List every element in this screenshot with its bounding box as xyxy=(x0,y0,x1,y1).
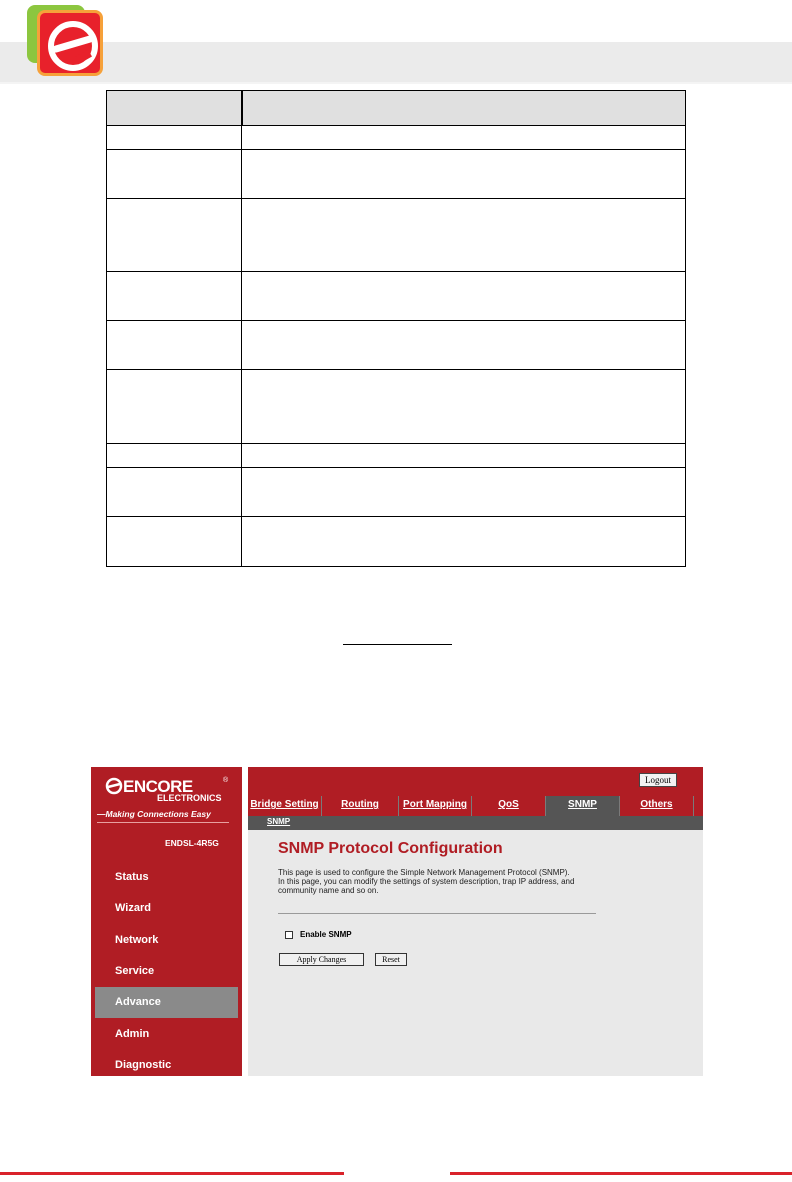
model-name: ENDSL-4R5G xyxy=(165,838,219,848)
description-line: This page is used to configure the Simple Network Management Protocol (SNMP). xyxy=(278,868,570,877)
section-divider xyxy=(278,913,596,914)
top-bar xyxy=(248,767,703,796)
encore-e-icon xyxy=(105,777,123,795)
sidebar-item-service[interactable]: Service xyxy=(115,965,155,977)
table-row xyxy=(107,126,686,150)
enable-snmp-label: Enable SNMP xyxy=(300,930,352,939)
table-cell xyxy=(242,126,686,150)
table-header-cell xyxy=(242,91,686,126)
table-cell xyxy=(242,444,686,468)
table-row xyxy=(107,321,686,370)
footer-rule-left xyxy=(0,1172,344,1175)
table-cell xyxy=(242,150,686,199)
subtab-snmp[interactable]: SNMP xyxy=(267,817,291,826)
table-cell xyxy=(107,126,242,150)
apply-changes-button[interactable]: Apply Changes xyxy=(279,953,364,966)
tab-bar xyxy=(248,796,703,816)
page-title: SNMP Protocol Configuration xyxy=(278,840,503,857)
table-cell xyxy=(107,517,242,567)
sidebar-item-advance[interactable]: Advance xyxy=(95,987,238,1018)
footer-rule-right xyxy=(450,1172,792,1175)
brand-subtitle: ELECTRONICS xyxy=(157,793,222,803)
table-cell xyxy=(107,444,242,468)
table-header-row xyxy=(107,91,686,126)
tab-bridge-setting[interactable]: Bridge Setting xyxy=(248,796,322,816)
encore-e-logo-icon xyxy=(37,10,103,76)
sidebar xyxy=(91,767,242,1076)
reset-button[interactable]: Reset xyxy=(375,953,407,966)
brand-name: ENCORE xyxy=(123,777,193,796)
table-cell xyxy=(242,468,686,517)
tagline-text: Making Connections Easy xyxy=(105,809,211,819)
table-cell xyxy=(242,321,686,370)
table-row xyxy=(107,370,686,444)
tab-others[interactable]: Others xyxy=(620,796,694,816)
table-row xyxy=(107,150,686,199)
figure-caption-underline xyxy=(343,644,452,645)
table-cell xyxy=(107,321,242,370)
table-cell xyxy=(107,199,242,272)
page-header-band xyxy=(0,42,792,84)
page-description xyxy=(278,868,598,895)
tagline-divider xyxy=(97,822,229,823)
sidebar-item-network[interactable]: Network xyxy=(115,934,159,946)
sidebar-item-admin[interactable]: Admin xyxy=(115,1028,150,1040)
tab-snmp[interactable]: SNMP xyxy=(546,796,620,816)
table-cell xyxy=(242,272,686,321)
logout-button[interactable]: Logout xyxy=(639,773,677,787)
table-header-cell xyxy=(107,91,242,126)
tab-routing[interactable]: Routing xyxy=(322,796,399,816)
tab-qos[interactable]: QoS xyxy=(472,796,546,816)
table-row xyxy=(107,468,686,517)
table-row xyxy=(107,517,686,567)
tagline: —Making Connections Easy xyxy=(97,809,211,819)
sidebar-item-diagnostic[interactable]: Diagnostic xyxy=(115,1059,172,1071)
enable-snmp-checkbox[interactable] xyxy=(285,931,293,939)
settings-description-table xyxy=(106,90,686,567)
table-cell xyxy=(242,370,686,444)
sidebar-item-wizard[interactable]: Wizard xyxy=(115,902,151,914)
main-content xyxy=(248,767,703,1076)
table-row xyxy=(107,199,686,272)
subtab-bar xyxy=(248,816,703,830)
table-cell xyxy=(242,199,686,272)
registered-mark: ® xyxy=(223,777,229,784)
router-ui-screenshot xyxy=(91,767,703,1076)
table-cell xyxy=(107,150,242,199)
table-row xyxy=(107,444,686,468)
sidebar-item-status[interactable]: Status xyxy=(115,871,149,883)
table-row xyxy=(107,272,686,321)
description-line: In this page, you can modify the settings of system description, trap IP address, and community name and so on. xyxy=(278,877,575,895)
tab-port-mapping[interactable]: Port Mapping xyxy=(399,796,472,816)
table-cell xyxy=(242,517,686,567)
table-cell xyxy=(107,370,242,444)
table-cell xyxy=(107,272,242,321)
table-cell xyxy=(107,468,242,517)
